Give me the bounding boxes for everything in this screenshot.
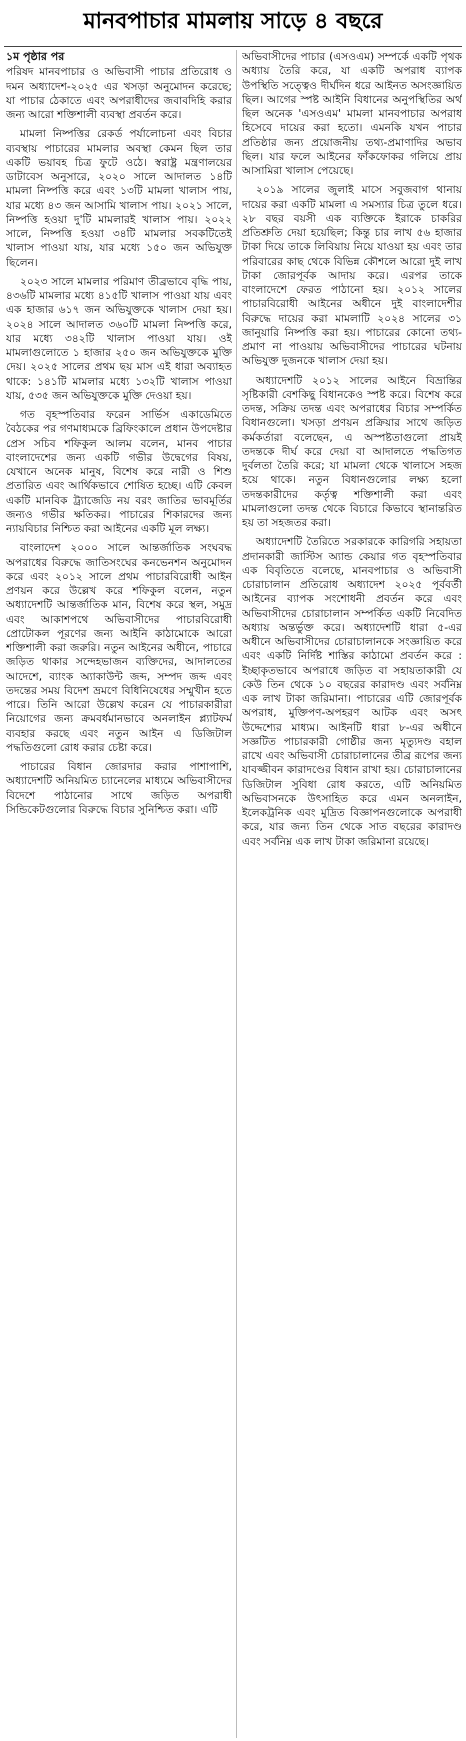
article-paragraph: গত বৃহস্পতিবার ফরেন সার্ভিস একাডেমিতে বৈঠকের পর গণমাধ্যমকে ব্রিফিংকালে প্রধান উপদেষ্টার প্রেস সচিব শফিকুল আলম বলেন, মানব পাচার বাংলাদেশের জন্য একটি গভীর উদ্বেগের বিষয়, যেখানে অনেক মানুষ, বিশেষ করে নারী ও শিশু প্রতারিত এবং আর্থিকভাবে শোষিত হচ্ছে। এটি কেবল একটি মানবিক ট্র্যাজেডি নয় বরং জাতির ভাবমূর্তির জন্যও গভীর ক্ষতিকর। পাচারের শিকারদের জন্য ন্যায়বিচার নিশ্চিত করা আইনের একটি মূল লক্ষ্য। — [6, 409, 232, 535]
continued-from-label: ১ম পৃষ্ঠার পর — [6, 50, 65, 63]
article-paragraph: ২০১৯ সালের জুলাই মাসে সবুজবাগ থানায় দায়ের করা একটি মামলা এ সমস্যার চিত্র তুলে ধরে। ২৮ বছর বয়সী এক ব্যক্তিকে ইরাকে চাকরির প্রতিশ্রুতি দেয়া হয়েছিল; কিন্তু চার লাখ ৫৬ হাজার টাকা দিয়ে তাকে লিবিয়ায় নিয়ে যাওয়া হয় এবং তার পরিবারের কাছ থেকে বিভিন্ন কৌশলে আরো দুই লাখ টাকা জোরপূর্বক আদায় করে। এরপর তাকে বাংলাদেশে ফেরত পাঠানো হয়। ২০১২ সালের পাচারবিরোধী আইনের অধীনে দুই বাংলাদেশীর বিরুদ্ধে দায়ের করা মামলাটি ২০২৪ সালের ৩১ জানুয়ারি নিষ্পত্তি করা হয়। পাচারের কোনো তথ্য-প্রমাণ না পাওয়ায় অভিবাসীদের পাচারের ঘটনায় অভিযুক্ত দুজনকে খালাস দেয়া হয়। — [242, 184, 462, 368]
article-paragraph: ২০২৩ সালে মামলার পরিমাণ তীব্রভাবে বৃদ্ধি পায়, ৪৩৬টি মামলার মধ্যে ৪১৫টি খালাস পাওয়া যায় এবং এক হাজার ৬১৭ জন অভিযুক্তকে খালাস দেয়া হয়। ২০২৪ সালে আদালত ৩৬০টি মামলা নিষ্পত্তি করে, যার মধ্যে ৩৪২টি খালাস পাওয়া যায়। ওই মামলাগুলোতে ১ হাজার ২৫০ জন অভিযুক্তকে মুক্তি দেয়। ২০২৫ সালের প্রথম ছয় মাস এই ধারা অব্যাহত থাকে: ১৪১টি মামলার মধ্যে ১৩২টি খালাস পাওয়া যায়, ৫৩৫ জন অভিযুক্তকে মুক্তি দেওয়া হয়। — [6, 275, 232, 402]
article-paragraph: পাচারের বিধান জোরদার করার পাশাপাশি, অধ্যাদেশটি অনিয়মিত চ্যানেলের মাধ্যমে অভিবাসীদের বিদেশে পাঠানোর সাথে জড়িত অপরাধী সিন্ডিকেটগুলোর বিরুদ্ধে বিচার সুনিশ্চিত করা। এটি — [6, 761, 232, 816]
article-paragraph: অধ্যাদেশটি ২০১২ সালের আইনে বিভ্রান্তির সৃষ্টিকারী বেশকিছু বিধানকেও স্পষ্ট করে। বিশেষ করে তদন্ত, সক্রিয় তদন্ত এবং অপরাধের বিচার সম্পর্কিত বিধানগুলো। খসড়া প্রণয়ন প্রক্রিয়ার সাথে জড়িত কর্মকর্তারা বলেছেন, এ অস্পষ্টতাগুলো প্রায়ই তদন্তকে দীর্ঘ করে দেয়া বা আদালতে পদ্ধতিগত দুর্বলতা তৈরি করে; যা মামলা থেকে খালাসে সহজ হয়ে থাকে। নতুন বিধানগুলোর লক্ষ্য হলো তদন্তকারীদের কর্তৃত্ব শক্তিশালী করা এবং মামলাগুলো তদন্ত থেকে বিচারে কিভাবে স্থানান্তরিত হয় তা সহজতর করা। — [242, 374, 462, 529]
article-paragraph: অভিবাসীদের পাচার (এসওএম) সম্পর্কে একটি পৃথক অধ্যায় তৈরি করে, যা একটি অপরাধ ব্যাপক উপস্থিতি সত্ত্বেও দীর্ঘদিন ধরে আইনত অসংজ্ঞায়িত ছিল। আগের স্পষ্ট আইনি বিধানের অনুপস্থিতির অর্থ ছিল অনেক 'এসওএম' মামলা মানবপাচার অপরাধ হিসেবে দায়ের করা হতো। এমনকি যখন পাচার প্রতিষ্ঠার জন্য প্রয়োজনীয় তথ্য-প্রমাণাদির অভাব ছিল। যার ফলে আইনের ফাঁকফোকর গলিয়ে প্রায় আসামিরা খালাস পেয়েছে। — [242, 51, 462, 177]
article-paragraph: বাংলাদেশ ২০০০ সালে আন্তর্জাতিক সংঘবদ্ধ অপরাধের বিরুদ্ধে জাতিসংঘের কনভেনশন অনুমোদন করে এবং ২০১২ সালে প্রথম পাচারবিরোধী আইন প্রণয়ন করে উল্লেখ করে শফিকুল বলেন, নতুন অধ্যাদেশটি আন্তর্জাতিক মান, বিশেষ করে স্থল, সমুদ্র এবং আকাশপথে অভিবাসীদের পাচারবিরোধী প্রোটোকল পূরণের জন্য আইনি কাঠামোকে আরো শক্তিশালী করা জরুরি। নতুন আইনের অধীনে, পাচারে জড়িত থাকার সন্দেহভাজন ব্যক্তিদের, আদালতের আদেশে, ব্যাংক অ্যাকাউন্ট জব্দ, সম্পদ জব্দ এবং তদন্তের সময় বিদেশ ভ্রমণে বিধিনিষেধের সম্মুখীন হতে পারে। তিনি আরো উল্লেখ করেন যে পাচারকারীরা নিয়োগের জন্য ক্রমবর্ধমানভাবে অনলাইন প্ল্যাটফর্ম ব্যবহার করছে এবং নতুন আইন এ ডিজিটাল পদ্ধতিগুলো রোধ করার চেষ্টা করে। — [6, 542, 232, 754]
article-paragraph: মামলা নিষ্পত্তির রেকর্ড পর্যালোচনা এবং বিচার ব্যবস্থায় পাচারের মামলার অবস্থা কেমন ছিল তার একটি ভয়াবহ চিত্র ফুটে ওঠে। স্বরাষ্ট্র মন্ত্রণালয়ের ডাটাবেস অনুসারে, ২০২০ সালে আদালত ১৪টি মামলা নিষ্পত্তি করে এবং ১৩টি মামলা খালাস পায়, যার মধ্যে ৪৩ জন আসামি খালাস পায়। ২০২১ সালে, নিষ্পত্তি হওয়া দু'টি মামলারই খালাস পায়। ২০২২ সালে, নিষ্পত্তি হওয়া ৩৪টি মামলার সবকটিতেই খালাস পাওয়া যায়, যার মধ্যে ১৫০ জন অভিযুক্ত ছিলেন। — [6, 128, 232, 269]
article-paragraph: অধ্যাদেশটি তৈরিতে সরকারকে কারিগরি সহায়তা প্রদানকারী জাস্টিস অ্যান্ড কেয়ার গত বৃহস্পতিবার এক বিবৃতিতে বলেছে, মানবপাচার ও অভিবাসী চোরাচালান প্রতিরোধ অধ্যাদেশ ২০২৫ পূর্ববর্তী আইনের ব্যাপক সংশোধনী প্রবর্তন করে এবং অভিবাসীদের চোরাচালান সম্পর্কিত একটি নিবেদিত অধ্যায় অন্তর্ভুক্ত করে। অধ্যাদেশটি ধারা ৫-এর অধীনে অভিবাসীদের চোরাচালানকে সংজ্ঞায়িত করে এবং একটি নির্দিষ্ট শাস্তির কাঠামো প্রবর্তন করে : ইচ্ছাকৃতভাবে অপরাধে জড়িত বা সহায়তাকারী যে কেউ তিন থেকে ১০ বছরের কারাদণ্ড এবং সর্বনিম্ন এক লাখ টাকা জরিমানা। পাচারের এটি জোরপূর্বক অপরাধ, মুক্তিপণ-অপহরণ আটক এবং অসৎ উদ্দেশ্যের মাধ্যম। আইনটি ধারা ৮-এর অধীনে সজ্ঞটিত পাচারকারী গোষ্ঠীর জন্য মৃত্যুদণ্ড বহাল রাখে এবং অভিবাসী চোরাচালানের তীব্র রূপের জন্য যাবজ্জীবন কারাদণ্ডের বিধান রাখা হয়। চোরাচালানের ডিজিটাল সুবিধা রোধ করতে, এটি অনিয়মিত অভিবাসনকে উৎসাহিত করে এমন অনলাইন, ইলেকট্রনিক এবং মুদ্রিত বিজ্ঞাপনগুলোকে অপরাধী করে, যার জন্য তিন থেকে সাত বছরের কারাদণ্ড এবং সর্বনিম্ন এক লাখ টাকা জরিমানা রয়েছে। — [242, 536, 462, 848]
headline-rule — [4, 46, 462, 47]
right-column — [242, 50, 462, 1738]
headline: মানবপাচার মামলায় সাড়ে ৪ বছরে — [83, 8, 383, 34]
article-paragraph: পরিষদ মানবপাচার ও অভিবাসী পাচার প্রতিরোধ ও দমন অধ্যাদেশ-২০২৫ এর খসড়া অনুমোদন করেছে; যা পাচার ঠেকাতে এবং অপরাধীদের জবাবদিহি করার জন্য আরো শক্তিশালী ব্যবস্থা প্রবর্তন করে। — [6, 66, 232, 121]
left-column — [6, 50, 232, 1738]
column-divider — [236, 50, 237, 1738]
